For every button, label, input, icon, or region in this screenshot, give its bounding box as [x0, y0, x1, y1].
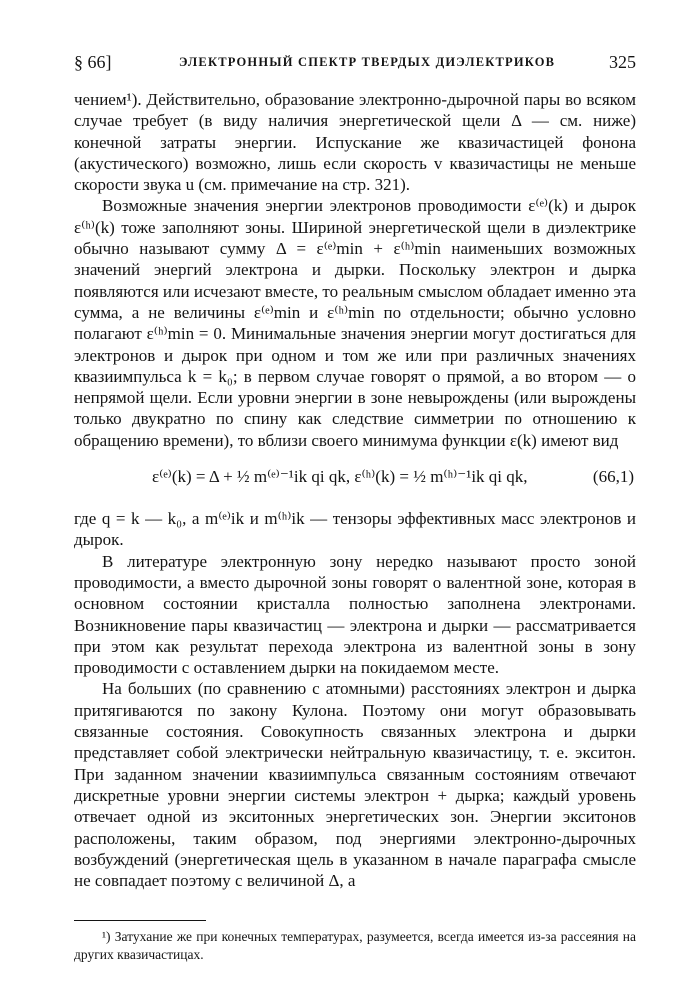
paragraph-valence-band: В литературе электронную зону нередко называют просто зоной проводимости, а вместо дырочной зоны говорят о валентной зоне, которая в основном состоянии кристалла полностью заполнена электронами. Возникновение пары квазичастиц — электрона и дырки — рассматривается при этом как результат перехода электрона из валентной зоны в зону проводимости с оставлением дырки на покидаемом месте.	[74, 551, 636, 678]
paragraph-equation-notes: где q = k — k₀, а m⁽ᵉ⁾ik и m⁽ʰ⁾ik — тензоры эффективных масс электронов и дырок.	[74, 509, 636, 550]
footnote-divider	[74, 920, 206, 921]
paragraph-continuation: чением¹). Действительно, образование электронно-дырочной пары во всяком случае требует (в виду наличия энергетической щели Δ — см. ниже) конечной затраты энергии. Испускание же квазичастицей фонона (акустического) возможно, лишь если скорость v квазичастицы не меньше скорости звука u (см. примечание на стр. 321).	[74, 90, 636, 195]
footnote: ¹) Затухание же при конечных температурах, разумеется, всегда имеется из-за рассеяния на других квазичастицах.	[74, 929, 636, 962]
paragraph-exciton: На больших (по сравнению с атомными) расстояниях электрон и дырка притягиваются по закону Кулона. Поэтому они могут образовывать связанные состояния. Совокупность связанных электрона и дырки представляет собой электрически нейтральную квазичастицу, т. е. экситон. При заданном значении квазиимпульса связанным состояниям отвечают дискретные уровни энергии системы электрон + дырка; каждый уровень отвечает одной из экситонных энергетических зон. Энергии экситонов расположены, таким образом, под энергиями электронно-дырочных возбуждений (энергетическая щель в указанном в начале параграфа смысле не совпадает поэтому с величиной Δ, а	[74, 679, 636, 891]
equation-number: (66,1)	[592, 467, 634, 487]
section-number: § 66]	[74, 52, 112, 72]
main-text	[74, 89, 636, 891]
equation-text: ε⁽ᵉ⁾(k) = Δ + ½ m⁽ᵉ⁾⁻¹ik qi qk, ε⁽ʰ⁾(k) = ½ m⁽ʰ⁾⁻¹ik qi qk,	[152, 467, 528, 487]
paragraph-energy-values: Возможные значения энергии электронов проводимости ε⁽ᵉ⁾(k) и дырок ε⁽ʰ⁾(k) тоже заполняют зоны. Шириной энергетической щели в диэлектрике обычно называют сумму Δ = ε⁽ᵉ⁾min + ε⁽ʰ⁾min наименьших возможных значений энергий электрона и дырки. Поскольку электрон и дырка появляются или исчезают вместе, то реальным смыслом обладает именно эта сумма, а не величины ε⁽ᵉ⁾min и ε⁽ʰ⁾min по отдельности; обычно условно полагают ε⁽ʰ⁾min = 0. Минимальные значения энергии могут достигаться для электронов и дырок при одном и том же или при различных значениях квазиимпульса k = k₀; в первом случае говорят о прямой, а во втором — о непрямой щели. Если уровни энергии в зоне невырождены (или вырождены только двукратно по спину как следствие симметрии по отношению к обращению времени), то вблизи своего минимума функции ε(k) имеют вид	[74, 196, 636, 450]
running-title: ЭЛЕКТРОННЫЙ СПЕКТР ТВЕРДЫХ ДИЭЛЕКТРИКОВ	[179, 55, 556, 69]
page-number: 325	[609, 52, 636, 72]
equation-66-1	[74, 456, 636, 502]
running-header	[74, 52, 636, 76]
